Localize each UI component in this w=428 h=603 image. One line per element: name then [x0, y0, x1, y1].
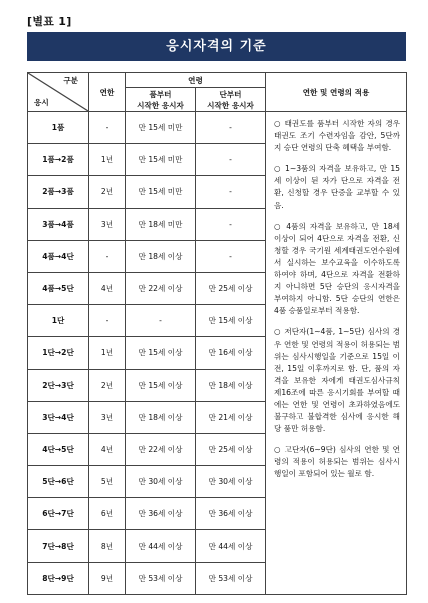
grade-cell: 2단→3단: [28, 369, 89, 401]
grade-cell: 1단→2단: [28, 337, 89, 369]
rule-paragraph: ○ 태권도를 품부터 시작한 자의 경우 태권도 조기 수련자임을 감안, 5단까지 승단 연령의 단축 혜택을 부여함.: [274, 119, 401, 153]
dan-age-cell: -: [196, 176, 266, 208]
header-rules: 연한 및 연령의 적용: [266, 73, 407, 112]
dan-age-cell: 만 16세 이상: [196, 337, 266, 369]
rule-paragraph: ○ 고단자(6~9단) 심사의 연한 및 연령의 적용이 허용되는 범위는 심사시행일이 포함되어 있는 월로 함.: [274, 445, 401, 479]
pum-age-cell: 만 22세 이상: [126, 433, 196, 465]
grade-cell: 8단→9단: [28, 562, 89, 594]
years-cell: 4년: [89, 272, 126, 304]
annex-label: [별표 1]: [27, 15, 72, 28]
header-corner-top: 구분: [63, 76, 78, 85]
rule-paragraph: ○ 4품의 자격을 보유하고, 만 18세 이상이 되어 4단으로 자격을 전환, 신청할 경우 국기원 세계태권도연수원에서 실시하는 보수교육을 이수하도록 하여야 하며, 4단으로 자격을 전환하지 아니하면 5단 승단의 응시자격을 부여하지 아니함. 5단 승단의 연한은 4품 승품일로부터 적용함.: [274, 221, 401, 316]
header-corner-cell: [28, 73, 89, 112]
years-cell: 1년: [89, 144, 126, 176]
years-cell: 4년: [89, 433, 126, 465]
years-cell: 2년: [89, 176, 126, 208]
years-cell: 9년: [89, 562, 126, 594]
grade-cell: 6단→7단: [28, 498, 89, 530]
years-cell: -: [89, 305, 126, 337]
pum-age-cell: 만 15세 미만: [126, 144, 196, 176]
grade-cell: 4품→5단: [28, 272, 89, 304]
dan-age-cell: -: [196, 144, 266, 176]
years-cell: 3년: [89, 208, 126, 240]
dan-age-cell: 만 15세 이상: [196, 305, 266, 337]
years-cell: 3년: [89, 401, 126, 433]
dan-age-cell: 만 30세 이상: [196, 466, 266, 498]
pum-age-cell: 만 15세 미만: [126, 112, 196, 144]
header-dan-age: 단부터 시작한 응시자: [196, 88, 266, 112]
dan-age-cell: 만 21세 이상: [196, 401, 266, 433]
grade-cell: 1단: [28, 305, 89, 337]
dan-age-cell: 만 25세 이상: [196, 272, 266, 304]
years-cell: -: [89, 240, 126, 272]
grade-cell: 3단→4단: [28, 401, 89, 433]
page-title: 응시자격의 기준: [27, 32, 406, 61]
dan-age-cell: 만 53세 이상: [196, 562, 266, 594]
pum-age-cell: 만 18세 이상: [126, 401, 196, 433]
years-cell: 1년: [89, 337, 126, 369]
pum-age-cell: 만 53세 이상: [126, 562, 196, 594]
rules-cell: [266, 112, 407, 595]
grade-cell: 1품→2품: [28, 144, 89, 176]
years-cell: -: [89, 112, 126, 144]
years-cell: 8년: [89, 530, 126, 562]
pum-age-cell: 만 15세 미만: [126, 176, 196, 208]
header-age-group: 연령: [126, 73, 266, 88]
dan-age-cell: -: [196, 240, 266, 272]
dan-age-cell: 만 18세 이상: [196, 369, 266, 401]
pum-age-cell: 만 15세 이상: [126, 369, 196, 401]
grade-cell: 7단→8단: [28, 530, 89, 562]
table-row: [28, 112, 407, 144]
dan-age-cell: -: [196, 208, 266, 240]
dan-age-cell: -: [196, 112, 266, 144]
rule-paragraph: ○ 저단자(1~4품, 1~5단) 심사의 경우 연한 및 연령의 적용이 허용되는 범위는 심사시행일을 기준으로 15일 이전, 15일 이후까지로 함. 단, 품의 자격을 보유한 자에게 태권도심사규칙 제16조에 따른 응시기회를 부여할 때에는 연한 및 연령이 초과하였음에도 불구하고 불합격한 심사에 응시한 해당 품만 허용함.: [274, 327, 401, 434]
grade-cell: 4단→5단: [28, 433, 89, 465]
dan-age-cell: 만 36세 이상: [196, 498, 266, 530]
years-cell: 5년: [89, 466, 126, 498]
grade-cell: 1품: [28, 112, 89, 144]
pum-age-cell: 만 18세 이상: [126, 240, 196, 272]
pum-age-cell: -: [126, 305, 196, 337]
dan-age-cell: 만 25세 이상: [196, 433, 266, 465]
pum-age-cell: 만 22세 이상: [126, 272, 196, 304]
grade-cell: 3품→4품: [28, 208, 89, 240]
pum-age-cell: 만 30세 이상: [126, 466, 196, 498]
dan-age-cell: 만 44세 이상: [196, 530, 266, 562]
qualification-table: [27, 72, 407, 595]
grade-cell: 5단→6단: [28, 466, 89, 498]
years-cell: 2년: [89, 369, 126, 401]
pum-age-cell: 만 44세 이상: [126, 530, 196, 562]
header-years: 연한: [89, 73, 126, 112]
pum-age-cell: 만 36세 이상: [126, 498, 196, 530]
years-cell: 6년: [89, 498, 126, 530]
pum-age-cell: 만 15세 이상: [126, 337, 196, 369]
grade-cell: 4품→4단: [28, 240, 89, 272]
pum-age-cell: 만 18세 미만: [126, 208, 196, 240]
header-corner-bottom: 응시: [34, 98, 49, 107]
header-pum-age: 품부터 시작한 응시자: [126, 88, 196, 112]
rule-paragraph: ○ 1~3품의 자격을 보유하고, 만 15세 이상이 된 자가 단으로 자격을 전환, 신청할 경우 단증을 교부할 수 있음.: [274, 164, 401, 210]
grade-cell: 2품→3품: [28, 176, 89, 208]
